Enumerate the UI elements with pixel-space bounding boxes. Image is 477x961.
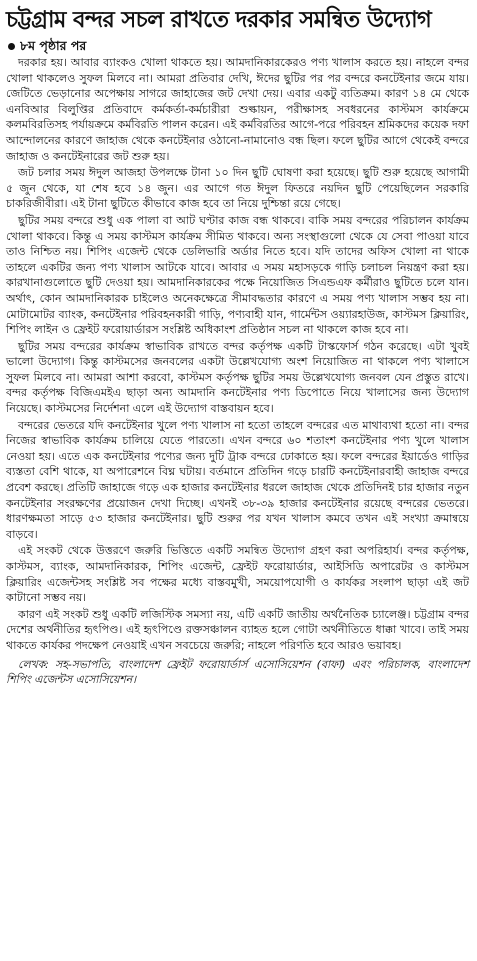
paragraph: ছুটির সময় বন্দরের কার্যক্রম স্বাভাবিক রাখতে বন্দর কর্তৃপক্ষ একটি টাস্কফোর্স গঠন করেছে। এটা খুবই ভালো উদ্যোগ। কিন্তু কাস্টমসের জনবলের একটা উল্লেখযোগ্য অংশ নিয়োজিত না থাকলে পণ্য খালাসে সুফল মিলবে না। আমরা আশা করবো, কাস্টমস কর্তৃপক্ষ ছুটির সময় উল্লেখযোগ্য জনবল যেন প্রস্তুত রাখে। বন্দর কর্তৃপক্ষ বিজিএমইএ ছাড়া অন্য আমদানি কনটেইনার পণ্য ডিপোতে নিয়ে খালাসের জন্য উদ্যোগ নিয়েছে। কাস্টমসের নির্দেশনা এলে এই উদ্যোগ বাস্তবায়ন হবে। (6, 339, 469, 416)
continuation-note (6, 38, 469, 54)
paragraph: এই সংকট থেকে উত্তরণে জরুরি ভিত্তিতে একটি সমন্বিত উদ্যোগ গ্রহণ করা অপরিহার্য। বন্দর কর্তৃপক্ষ, কাস্টমস, ব্যাংক, আমদানিকারক, শিপিং এজেন্ট, ফ্রেইট ফরোয়ার্ডার, আইসিডি অপারেটর ও কাস্টমস ক্লিয়ারিং এজেন্টসহ সংশ্লিষ্ট সব পক্ষের মধ্যে বাস্তবমুখী, সময়োপযোগী ও কার্যকর সংলাপ ছাড়া এই জট কাটানো সম্ভব নয়। (6, 544, 469, 605)
paragraph: জট চলার সময় ঈদুল আজহা উপলক্ষে টানা ১০ দিন ছুটি ঘোষণা করা হয়েছে। ছুটি শুরু হয়েছে আগামী ৫ জুন থেকে, যা শেষ হবে ১৪ জুন। এর আগে গত ঈদুল ফিতরে নয়দিন ছুটি পেয়েছিলেন সরকারি চাকরিজীবীরা। এই টানা ছুটিতে কীভাবে কাজ হবে তা নিয়ে দুশ্চিন্তা রয়ে গেছে। (6, 166, 469, 211)
paragraph: দরকার হয়। আবার ব্যাংকও খোলা থাকতে হয়। আমদানিকারকেরও পণ্য খালাস করতে হয়। নাহলে বন্দর খোলা থাকলেও সুফল মিলবে না। আমরা প্রতিবার দেখি, ঈদের ছুটির পর পর বন্দরে কনটেইনার জমে যায়। জেটিতে ভেড়ানোর অপেক্ষায় সাগরে জাহাজের জট দেখা দেয়। এবার একটু ব্যতিক্রম। কারণ ১৪ মে থেকে এনবিআর বিলুপ্তির প্রতিবাদে কর্মকর্তা-কর্মচারীরা শুল্কায়ন, পরীক্ষাসহ সবধরনের কাস্টমস কার্যক্রমে কলমবিরতিসহ পর্যায়ক্রমে কর্মবিরতি পালন করেন। এই কর্মবিরতির আগে-পরে পরিবহন শ্রমিকদের কয়েক দফা আন্দোলনের কারণে জাহাজ থেকে কনটেইনার ওঠানো-নামানোও বন্ধ ছিল। ফলে ছুটির আগে থেকেই বন্দরে জাহাজ ও কনটেইনারের জট শুরু হয়। (6, 56, 470, 163)
paragraph: ছুটির সময় বন্দরে শুধু এক পালা বা আট ঘণ্টার কাজ বন্ধ থাকবে। বাকি সময় বন্দরের পরিচালন কার্যক্রম খোলা থাকবে। কিন্তু এ সময় কাস্টমস কার্যক্রম সীমিত থাকবে। অন্য সংস্থাগুলো থেকে যে সেবা পাওয়া যাবে তাও নিশ্চিত নয়। শিপিং এজেন্ট থেকে ডেলিভারি অর্ডার নিতে হবে। যদি তাদের অফিস খোলা না থাকে তাহলে একটির জন্য পণ্য খালাস আটকে যাবে। আবার এ সময় মহাসড়কে গাড়ি চলাচল নিয়ন্ত্রণ করা হয়। কারখানাগুলোতে ছুটি দেওয়া হয়। আমদানিকারকের পক্ষে নিয়োজিত সিএন্ডএফ কর্মীরাও ছুটিতে চলে যান। অর্থাৎ, কোন আমদানিকারক চাইলেও অনেকক্ষেত্রে সীমাবদ্ধতার কারণে এ সময় পণ্য খালাস সম্ভব হয় না। মোটামোটর ব্যাংক, কনটেইনার পরিবহনকারী গাড়ি, পণ্যবাহী যান, গার্মেন্টস ওয়্যারহাউজ, কাস্টমস ক্লিয়ারিং, শিপিং লাইন ও ফ্রেইট ফরোয়ার্ডারস সংশ্লিষ্ট অধিকাংশ প্রতিষ্ঠান সচল না থাকলে কাজ হবে না। (6, 213, 469, 337)
continuation-label: ৮ম পৃষ্ঠার পর (20, 38, 87, 53)
bullet-icon (8, 43, 15, 50)
author-byline: লেখক: সহ-সভাপতি, বাংলাদেশ ফ্রেইট ফরোয়ার্ডার্স এসোসিয়েশন (বাফা) এবং পরিচালক, বাংলাদেশ শিপিং এজেন্টস এসোসিয়েশন। (6, 657, 469, 687)
paragraph: বন্দরের ভেতরে যদি কনটেইনার খুলে পণ্য খালাস না হতো তাহলে বন্দরের এত মাথাব্যথা হতো না। বন্দর নিজের স্বাভাবিক কার্যক্রম চালিয়ে যেতে পারতো। এখন বন্দরে ৬০ শতাংশ কনটেইনার পণ্য খুলে খালাস নেওয়া হয়। এতে এক কনটেইনার পণ্যের জন্য দুটি ট্রাক বন্দরে ঢোকাতে হয়। ফলে বন্দরের ইয়ার্ডেও গাড়ির ব্যস্ততা বেশি থাকে, যা অপারেশনে বিঘ্ন ঘটায়। বর্তমানে প্রতিদিন গড়ে চারটি কনটেইনারবাহী জাহাজ বন্দরে প্রবেশ করছে। প্রতিটি জাহাজে গড়ে এক হাজার কনটেইনার ধরলে জাহাজ থেকে প্রতিদিনই চার হাজার নতুন কনটেইনার সংরক্ষণের প্রয়োজন দেখা দিচ্ছে। এখনই ৩৮-৩৯ হাজার কনটেইনার রয়েছে বন্দরের ভেতরে। ধারণক্ষমতা সাড়ে ৫৩ হাজার কনটেইনার। ছুটি শুরুর পর যখন খালাস কমবে তখন এই সংখ্যা ক্রমান্বয়ে বাড়বে। (6, 418, 469, 541)
headline: চট্টগ্রাম বন্দর সচল রাখতে দরকার সমন্বিত উদ্যোগ (6, 7, 432, 33)
paragraph: কারণ এই সংকট শুধু একটি লজিস্টিক সমস্যা নয়, এটি একটি জাতীয় অর্থনৈতিক চ্যালেঞ্জ। চট্টগ্রাম বন্দর দেশের অর্থনীতির হৃৎপিণ্ড। এই হৃৎপিণ্ডে রক্তসঞ্চালন ব্যাহত হলে গোটা অর্থনীতিতে ধাক্কা খাবে। তাই সময় থাকতে কার্যকর পদক্ষেপ নেওয়াই এখন সবচেয়ে জরুরি; নাহলে পরিণতি হবে আরও ভয়াবহ। (6, 607, 469, 652)
article-body (6, 55, 469, 688)
